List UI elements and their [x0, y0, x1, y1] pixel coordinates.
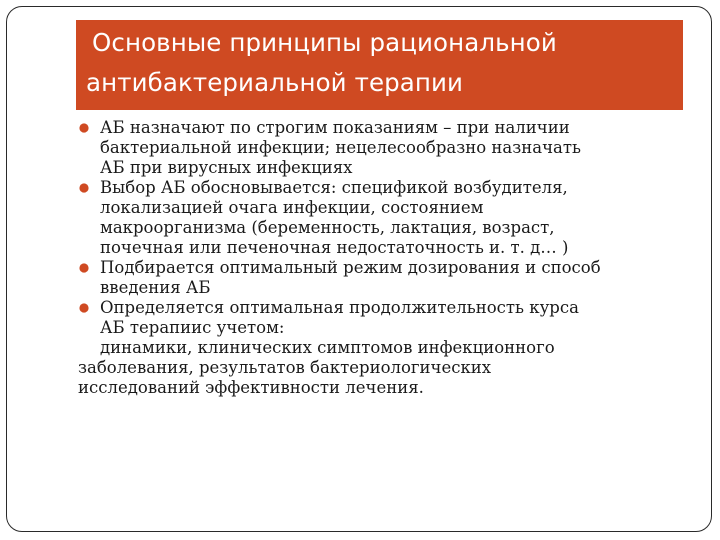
bullet-item-duration [78, 298, 678, 338]
bullet-text-line: АБ терапиис учетом: [100, 318, 285, 337]
bullet-item-indications [78, 118, 678, 178]
bullet-text-line: Подбирается оптимальный режим дозирования и способ [100, 258, 601, 277]
circle-bullet-icon [79, 303, 89, 313]
bullet-text-line: локализацией очага инфекции, состоянием [100, 198, 484, 217]
bullet-text-line: АБ при вирусных инфекциях [100, 158, 353, 177]
slide-title-line-1: Основные принципы рациональной [92, 28, 557, 57]
bullet-text-line: введения АБ [100, 278, 211, 297]
continuation-text-line: заболевания, результатов бактериологических [78, 358, 492, 377]
bullet-text-line: Выбор АБ обосновывается: спецификой возбудителя, [100, 178, 568, 197]
bullet-text-line: макроорганизма (беременность, лактация, возраст, [100, 218, 555, 237]
bullet-text-line: бактериальной инфекции; нецелесообразно назначать [100, 138, 581, 157]
bullet-item-choice [78, 178, 678, 258]
slide-title-line-2: антибактериальной терапии [86, 68, 464, 97]
slide-body [78, 118, 678, 398]
bullet-text-line: почечная или печеночная недостаточность и. т. д… ) [100, 238, 569, 257]
circle-bullet-icon [79, 123, 89, 133]
continuation-text-line: динамики, клинических симптомов инфекционного [100, 338, 555, 357]
bullet-item-dosing [78, 258, 678, 298]
circle-bullet-icon [79, 263, 89, 273]
title-banner [76, 20, 683, 110]
circle-bullet-icon [79, 183, 89, 193]
continuation-text-line: исследований эффективности лечения. [78, 378, 424, 397]
bullet-text-line: Определяется оптимальная продолжительность курса [100, 298, 579, 317]
bullet-text-line: АБ назначают по строгим показаниям – при наличии [100, 118, 570, 137]
